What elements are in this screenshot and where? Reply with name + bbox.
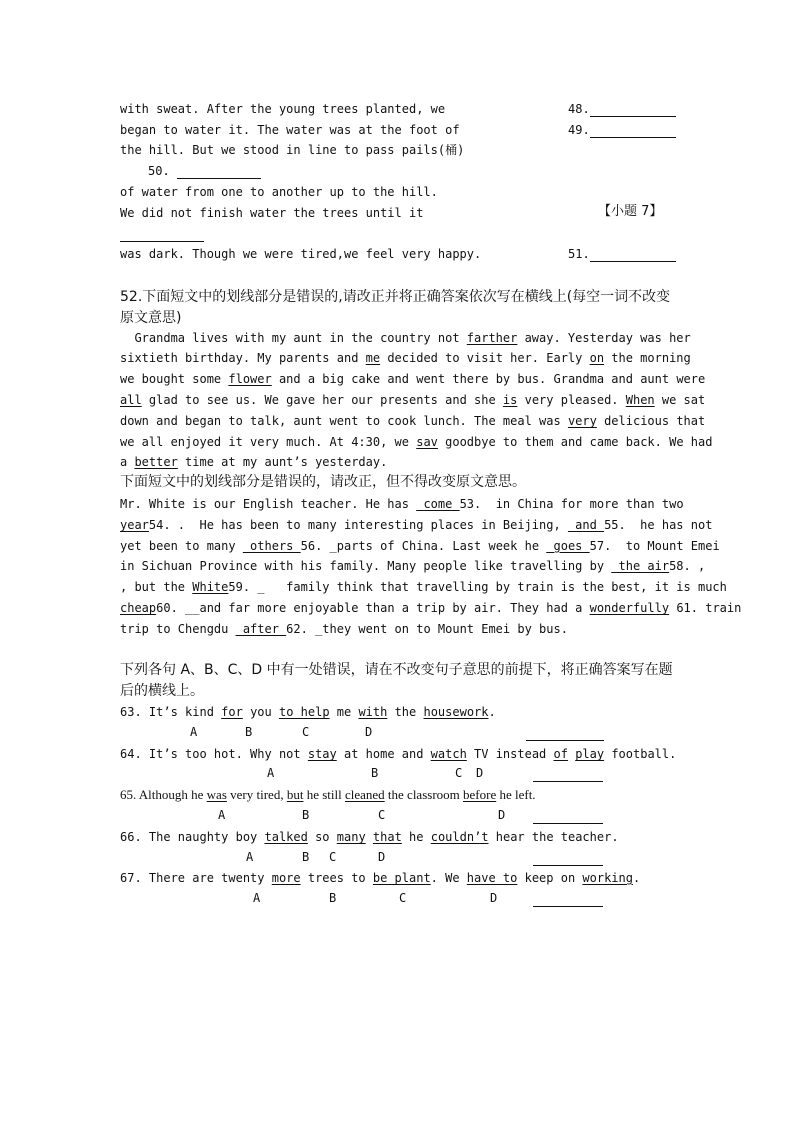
error-word: come	[416, 497, 460, 511]
error-word: goes	[546, 539, 590, 553]
q53-line: , but the White59. _ family think that travelling by train is the best, it is much	[120, 580, 727, 594]
option-b: to help	[278, 705, 330, 719]
error-word: on	[589, 351, 605, 365]
passage-line: began to water it. The water was at the foot of	[120, 123, 460, 137]
option-letters: A B C D	[190, 725, 373, 739]
question-number: 50.	[148, 164, 170, 178]
error-word: after	[235, 622, 287, 636]
error-word: cheap	[120, 601, 157, 615]
answer-blank[interactable]	[120, 226, 204, 242]
q53-instruction: 下面短文中的划线部分是错误的，请改正，但不得改变原文意思。	[120, 474, 526, 490]
q52-line: Grandma lives with my aunt in the country not farther away. Yesterday was her	[120, 331, 691, 345]
answer-blank-49[interactable]	[568, 122, 676, 138]
q53-line: year54. . He has been to many interesting places in Beijing, and 55. he has not	[120, 518, 713, 532]
sentence-67: 67. There are twenty more trees to be plant. We have to keep on working.	[120, 871, 641, 885]
sentence-66: 66. The naughty boy talked so many that he couldn’t hear the teacher.	[120, 830, 619, 844]
q52-line: we all enjoyed it very much. At 4:30, we sav goodbye to them and came back. We had	[120, 435, 713, 449]
error-word: all	[120, 393, 142, 407]
answer-blank-64[interactable]	[533, 766, 603, 782]
answer-blank-66[interactable]	[533, 850, 603, 866]
q53-line: yet been to many others 56. _parts of China. Last week he goes 57. to Mount Emei	[120, 539, 720, 553]
sentence-64: 64. It’s too hot. Why not stay at home and watch TV instead of play football.	[120, 747, 677, 761]
q53-line: trip to Chengdu after 62. _they went on to Mount Emei by bus.	[120, 622, 568, 636]
passage-line: with sweat. After the young trees planted, we	[120, 102, 446, 116]
passage-line: We did not finish water the trees until it	[120, 206, 424, 220]
option-d: working	[582, 871, 633, 885]
option-letters: A B C D	[267, 766, 484, 780]
question-tag: 【小题 7】	[598, 204, 663, 219]
answer-blank-50[interactable]	[148, 163, 261, 179]
option-letters: A B C D	[246, 850, 386, 864]
q52-line: sixtieth birthday. My parents and me decided to visit her. Early on the morning	[120, 351, 691, 365]
passage-line: the hill. But we stood in line to pass pails(桶)	[120, 143, 465, 157]
option-letters: A B C D	[218, 808, 506, 822]
sentences-instruction: 下列各句 A、B、C、D 中有一处错误，请在不改变句子意思的前提下，将正确答案写在题后的横线上。	[120, 662, 673, 699]
answer-blank-67[interactable]	[533, 891, 603, 907]
error-word: and	[567, 518, 605, 532]
option-b: many	[336, 830, 366, 844]
question-number: 49.	[568, 123, 590, 137]
q53-line: Mr. White is our English teacher. He has come 53. in China for more than two	[120, 497, 684, 511]
option-a: more	[271, 871, 301, 885]
option-a: stay	[307, 747, 337, 761]
passage-line: was dark. Though we were tired,we feel very happy.	[120, 247, 482, 261]
answer-blank-65[interactable]	[533, 808, 603, 824]
error-word: others	[242, 539, 301, 553]
option-d: housework	[423, 705, 489, 719]
option-c: with	[358, 705, 388, 719]
error-word: better	[134, 455, 178, 469]
option-d: couldn’t	[430, 830, 489, 844]
error-word: When	[625, 393, 655, 407]
question-number: 48.	[568, 102, 590, 116]
option-c: have to	[466, 871, 518, 885]
option-c: that	[372, 830, 402, 844]
option-d: before	[463, 787, 497, 802]
error-word: the air	[611, 559, 670, 573]
option-b: but	[286, 787, 304, 802]
q52-instruction: 52.下面短文中的划线部分是错误的,请改正并将正确答案依次写在横线上(每空一词不改变原文意思)	[120, 289, 671, 326]
q53-line: in Sichuan Province with his family. Many people like travelling by the air58. ,	[120, 559, 706, 573]
option-a: for	[221, 705, 243, 719]
sentence-65: 65. Although he was very tired, but he still cleaned the classroom before he left.	[120, 787, 536, 802]
answer-blank-48[interactable]	[568, 101, 676, 117]
error-word: very	[567, 414, 597, 428]
sentence-63: 63. It’s kind for you to help me with the housework.	[120, 705, 496, 719]
error-word: is	[502, 393, 518, 407]
q52-line: all glad to see us. We gave her our presents and she is very pleased. When we sat	[120, 393, 706, 407]
error-word: me	[365, 351, 381, 365]
error-word: flower	[228, 372, 272, 386]
option-d: play	[575, 747, 605, 761]
option-letters: A B C D	[253, 891, 498, 905]
answer-blank-63[interactable]	[526, 725, 604, 741]
option-b: watch	[430, 747, 467, 761]
option-c: of	[553, 747, 568, 761]
option-c: cleaned	[344, 787, 385, 802]
q52-line: a better time at my aunt’s yesterday.	[120, 455, 388, 469]
answer-blank-51[interactable]	[568, 246, 676, 262]
error-word: wonderfully	[589, 601, 670, 615]
option-b: be plant	[372, 871, 431, 885]
option-a: was	[206, 787, 227, 802]
error-word: White	[192, 580, 229, 594]
option-a: talked	[264, 830, 308, 844]
passage-line: of water from one to another up to the hill.	[120, 185, 438, 199]
q52-line: down and began to talk, aunt went to cook lunch. The meal was very delicious that	[120, 414, 706, 428]
q53-line: cheap60. __and far more enjoyable than a trip by air. They had a wonderfully 61. train	[120, 601, 742, 615]
q52-line: we bought some flower and a big cake and went there by bus. Grandma and aunt were	[120, 372, 706, 386]
error-word: farther	[466, 331, 518, 345]
question-number: 51.	[568, 247, 590, 261]
error-word: sav	[416, 435, 438, 449]
error-word: year	[120, 518, 149, 532]
